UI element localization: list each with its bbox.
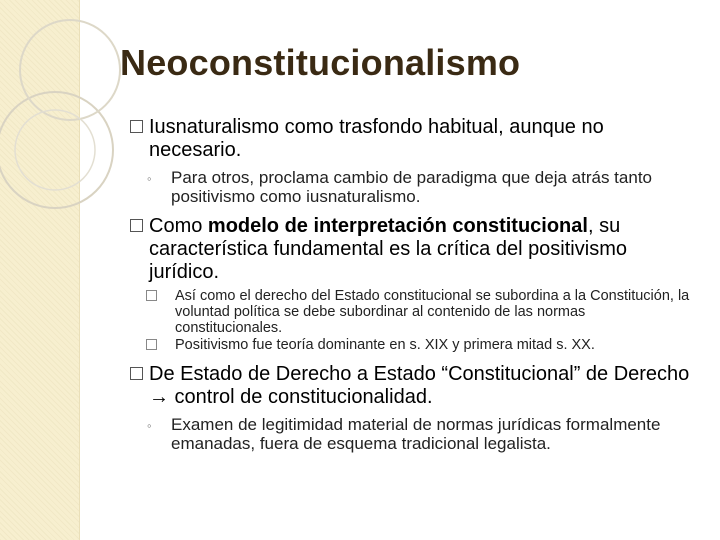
- sub-bullet-item-2-1: [130, 288, 690, 336]
- bullet-item-3-text-end: control de constitucionalidad.: [169, 386, 433, 408]
- sub-bullet-item-1-1: [130, 168, 690, 206]
- right-arrow-icon: →: [149, 386, 169, 408]
- decorative-circle-small: [15, 110, 95, 190]
- sub-bullet-item-2-2-text: Positivismo fue teoría dominante en s. XIX y primera mitad s. XX.: [175, 337, 595, 353]
- bullet-item-2-text-bold: modelo de interpretación constitucional: [207, 215, 588, 237]
- sub-bullet-item-3-1-text: Examen de legitimidad material de normas jurídicas formalmente emanadas, fuera de esquema tradicional legalista.: [171, 415, 661, 453]
- sub-bullet-item-3-1: [130, 415, 690, 453]
- square-bullet-icon: [146, 339, 157, 350]
- bullet-item-2-text-start: Como: [149, 215, 208, 237]
- bullet-item-1-text: Iusnaturalismo como trasfondo habitual, aunque no necesario.: [149, 116, 604, 161]
- slide-title: Neoconstitucionalismo: [120, 42, 521, 83]
- sub-bullet-item-2-1-text: Así como el derecho del Estado constitucional se subordina a la Constitución, la voluntad política se debe subordinar al contenido de las normas constitucionales.: [175, 288, 690, 336]
- slide-content: [130, 116, 690, 453]
- decorative-circle-medium: [20, 20, 120, 120]
- square-bullet-icon: [130, 120, 143, 133]
- bullet-item-2-text-end: , su característica fundamental es la crítica del positivismo jurídico.: [149, 215, 627, 283]
- sub-bullet-item-1-1-text: Para otros, proclama cambio de paradigma que deja atrás tanto positivismo como iusnaturalismo.: [171, 168, 652, 206]
- bullet-item-1: [130, 116, 690, 162]
- bullet-item-3: [130, 363, 690, 409]
- square-bullet-icon: [146, 290, 157, 301]
- bullet-item-3-text-start: De Estado de Derecho a Estado “Constitucional” de Derecho: [149, 363, 690, 385]
- bullet-item-2: [130, 215, 690, 284]
- sub-bullet-item-2-2: [130, 337, 690, 353]
- circle-bullet-icon: ◦: [147, 171, 152, 186]
- circle-bullet-icon: ◦: [147, 418, 152, 433]
- square-bullet-icon: [130, 367, 143, 380]
- square-bullet-icon: [130, 219, 143, 232]
